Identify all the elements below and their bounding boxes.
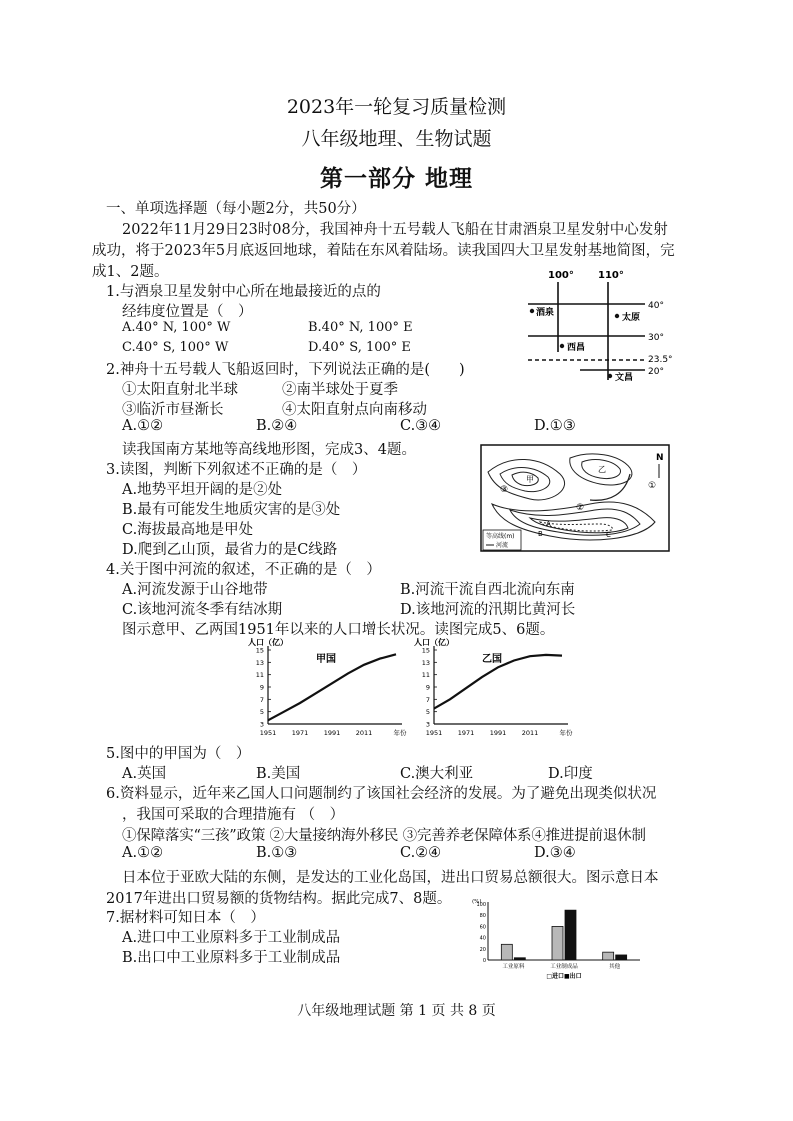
q1-stem: 1.与酒泉卫星发射中心所在地最接近的点的 — [106, 284, 381, 300]
yi-ytick: 3 — [425, 720, 430, 729]
map-lat-label-tropic: 23.5° — [648, 355, 673, 365]
q3-option-d[interactable]: D.爬到乙山顶，最省力的是C线路 — [122, 542, 338, 558]
section-heading: 一、单项选择题（每小题2分，共50分） — [106, 201, 366, 217]
q2-option-a[interactable]: A.①② — [122, 418, 164, 434]
label-2: ② — [576, 503, 585, 513]
yi-xtick: 1991 — [489, 729, 507, 737]
jia-ylabel: 人口（亿） — [248, 638, 288, 647]
label-1: ① — [648, 481, 657, 491]
label-c: C — [606, 531, 611, 539]
trade-ytick: 0 — [482, 958, 486, 964]
label-jia: 甲 — [526, 475, 534, 484]
north-arrow-label: N — [656, 453, 664, 463]
label-yi: 乙 — [598, 465, 606, 474]
yi-ytick: 13 — [421, 658, 430, 667]
jiuquan-dot — [530, 309, 534, 313]
xichang-dot — [560, 344, 564, 348]
map-lat-label-40: 40° — [648, 301, 664, 311]
q2-statement-2: ②南半球处于夏季 — [282, 382, 398, 398]
population-chart-jia — [246, 636, 416, 742]
jia-xtick: 1971 — [291, 729, 309, 737]
trade-category-label: 工业原料 — [502, 964, 525, 970]
q2-option-d[interactable]: D.①③ — [534, 418, 576, 434]
q2-option-c[interactable]: C.③④ — [400, 418, 442, 434]
q6-option-d[interactable]: D.③④ — [534, 845, 576, 861]
q5-option-d[interactable]: D.印度 — [548, 766, 593, 782]
japan-trade-chart — [470, 896, 650, 982]
map-xichang: 西昌 — [567, 343, 586, 353]
yi-xtick: 1971 — [457, 729, 475, 737]
q4-option-c[interactable]: C.该地河流冬季有结冰期 — [122, 602, 283, 618]
label-3: ③ — [500, 485, 509, 495]
yi-xtick: 年份 — [559, 729, 573, 737]
jia-xtick: 1951 — [259, 729, 277, 737]
trade-category-label: 工业制成品 — [550, 964, 578, 970]
trade-bar-export — [616, 955, 627, 960]
page-footer: 八年级地理试题 第 1 页 共 8 页 — [297, 1003, 496, 1019]
q4-option-d[interactable]: D.该地河流的汛期比黄河长 — [400, 602, 576, 618]
q5-stem: 5.图中的甲国为（ ） — [106, 746, 251, 762]
exam-subtitle: 八年级地理、生物试题 — [301, 128, 492, 150]
intro-7-8-line-1: 日本位于亚欧大陆的东侧，是发达的工业化岛国，进出口贸易总额很大。图示意日本 — [122, 870, 659, 886]
map-lat-label-30: 30° — [648, 333, 664, 343]
q4-option-a[interactable]: A.河流发源于山谷地带 — [122, 582, 268, 598]
map-lon-110: 110° — [598, 270, 624, 281]
q1-option-c[interactable]: C.40° S, 100° W — [122, 340, 229, 355]
trade-ytick: 20 — [479, 946, 486, 953]
map-jiuquan: 酒泉 — [536, 308, 555, 318]
q3-stem: 3.读图，判断下列叙述不正确的是（ ） — [106, 462, 367, 478]
q3-option-a[interactable]: A.地势平坦开阔的是②处 — [122, 482, 283, 498]
yi-ytick: 5 — [425, 708, 430, 717]
trade-bar-export — [565, 910, 576, 960]
jia-xtick: 2011 — [355, 729, 373, 737]
legend-river: 河流 — [496, 542, 509, 549]
label-b: B — [538, 530, 543, 538]
launch-base-map — [520, 266, 690, 386]
q3-option-c[interactable]: C.海拔最高地是甲处 — [122, 522, 254, 538]
jia-ytick: 7 — [259, 695, 264, 704]
q4-option-b[interactable]: B.河流干流自西北流向东南 — [400, 582, 575, 598]
jia-ytick: 13 — [255, 658, 264, 667]
yi-ylabel: 人口（亿） — [414, 638, 454, 647]
q7-stem: 7.据材料可知日本（ ） — [106, 910, 265, 926]
jia-ytick: 3 — [259, 720, 264, 729]
trade-ytick: 80 — [479, 913, 486, 920]
population-chart-yi — [412, 636, 582, 742]
trade-bar-import — [501, 944, 512, 960]
exam-title: 2023年一轮复习质量检测 — [286, 96, 507, 118]
trade-bar-import — [603, 952, 614, 960]
q2-statement-1: ①太阳直射北半球 — [122, 382, 238, 398]
contour-map — [480, 444, 670, 552]
taiyuan-dot — [615, 314, 619, 318]
intro-3-4: 读我国南方某地等高线地形图，完成3、4题。 — [122, 442, 416, 458]
q6-stem: 6.资料显示，近年来乙国人口问题制约了该国社会经济的发展。为了避免出现类似状况 — [106, 786, 657, 802]
q6-statements: ①保障落实“三孩”政策 ②大量接纳海外移民 ③完善养老保障体系④推进提前退休制 — [122, 828, 646, 844]
jia-ytick: 9 — [259, 683, 264, 692]
map-lon-100: 100° — [548, 270, 574, 281]
map-wenchang: 文昌 — [615, 373, 634, 383]
jia-title: 甲国 — [316, 654, 336, 665]
yi-xtick: 2011 — [521, 729, 539, 737]
yi-ytick: 7 — [425, 695, 430, 704]
trade-ylabel: (%) — [472, 899, 482, 905]
q6-stem-2: ，我国可采取的合理措施有 （ ） — [122, 807, 345, 823]
intro-line-3: 成1、2题。 — [92, 264, 169, 280]
yi-title: 乙国 — [482, 654, 502, 665]
jia-xtick: 年份 — [393, 729, 407, 737]
intro-5-6: 图示意甲、乙两国1951年以来的人口增长状况。读图完成5、6题。 — [122, 622, 555, 638]
q5-option-a[interactable]: A.英国 — [122, 766, 167, 782]
q1-stem-2: 经纬度位置是（ ） — [122, 304, 253, 320]
q3-option-b[interactable]: B.最有可能发生地质灾害的是③处 — [122, 502, 341, 518]
q1-option-d[interactable]: D.40° S, 100° E — [308, 340, 411, 355]
intro-line-1: 2022年11月29日23时08分，我国神舟十五号载人飞船在甘肃酒泉卫星发射中心发射 — [122, 222, 668, 238]
map-lat-label-20: 20° — [648, 367, 664, 377]
trade-ytick: 100 — [476, 902, 486, 908]
trade-ytick: 40 — [479, 935, 486, 942]
q1-option-b[interactable]: B.40° N, 100° E — [308, 320, 413, 335]
label-a: A — [546, 520, 551, 528]
q2-statement-4: ④太阳直射点向南移动 — [282, 402, 427, 418]
q1-option-a[interactable]: A.40° N, 100° W — [122, 320, 231, 335]
legend-contour: 等高线(m) — [486, 533, 515, 540]
q6-option-a[interactable]: A.①② — [122, 845, 164, 861]
trade-category-label: 其他 — [609, 964, 621, 970]
jia-ytick: 11 — [255, 671, 264, 680]
q6-option-b[interactable]: B.①③ — [256, 845, 298, 861]
q2-statement-3: ③临沂市昼渐长 — [122, 402, 224, 418]
jia-ytick: 5 — [259, 708, 264, 717]
intro-line-2: 成功，将于2023年5月底返回地球，着陆在东风着陆场。读我国四大卫星发射基地简图，完 — [92, 243, 675, 259]
trade-bar-export — [514, 958, 525, 960]
q7-option-a[interactable]: A.进口中工业原料多于工业制成品 — [122, 930, 341, 946]
q5-option-b[interactable]: B.美国 — [256, 766, 301, 782]
wenchang-dot — [608, 374, 612, 378]
yi-ytick: 9 — [425, 683, 430, 692]
jia-xtick: 1991 — [323, 729, 341, 737]
trade-legend: □进口■出口 — [546, 973, 582, 980]
yi-ytick: 15 — [421, 646, 430, 655]
yi-ytick: 11 — [421, 671, 430, 680]
map-taiyuan: 太原 — [622, 313, 641, 323]
q7-option-b[interactable]: B.出口中工业原料多于工业制成品 — [122, 950, 341, 966]
trade-ytick: 60 — [479, 924, 486, 931]
q4-stem: 4.关于图中河流的叙述，不正确的是（ ） — [106, 562, 381, 578]
trade-bar-import — [552, 926, 563, 960]
jia-ytick: 15 — [255, 646, 264, 655]
q2-option-b[interactable]: B.②④ — [256, 418, 298, 434]
part-title: 第一部分 地理 — [319, 165, 473, 192]
intro-7-8-line-2: 2017年进出口贸易额的货物结构。据此完成7、8题。 — [106, 891, 452, 907]
yi-xtick: 1951 — [425, 729, 443, 737]
q6-option-c[interactable]: C.②④ — [400, 845, 442, 861]
q5-option-c[interactable]: C.澳大利亚 — [400, 766, 474, 782]
q2-stem: 2.神舟十五号载人飞船返回时，下列说法正确的是( ) — [106, 362, 465, 378]
